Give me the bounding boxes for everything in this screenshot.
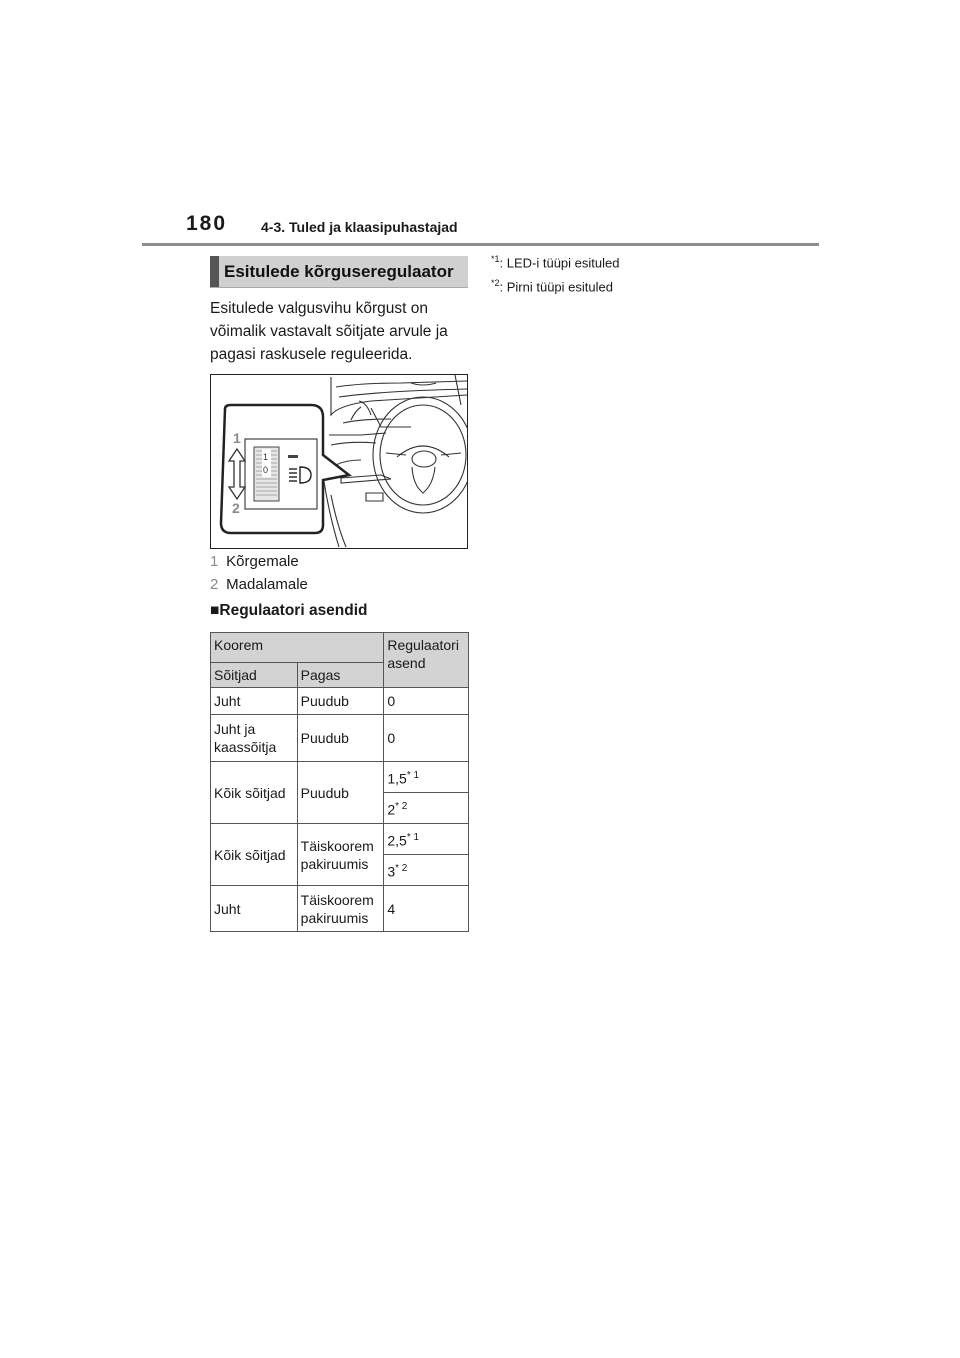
footnote-text: : LED-i tüüpi esituled bbox=[499, 255, 620, 271]
cell-luggage: Täiskoorem pakiruumis bbox=[297, 824, 384, 886]
sub-heading-text: Regulaatori asendid bbox=[219, 602, 368, 619]
table-row bbox=[211, 762, 469, 793]
header-load: Koorem bbox=[211, 633, 384, 663]
cell-position: 2,5$^{* 1}$ bbox=[384, 824, 469, 855]
section-header: 4-3. Tuled ja klaasipuhastajad bbox=[261, 219, 458, 235]
header-luggage: Pagas bbox=[297, 663, 384, 688]
footnote-1 bbox=[491, 254, 619, 270]
headlight-leveling-illustration bbox=[210, 374, 468, 549]
table-row bbox=[211, 824, 469, 855]
positions-table bbox=[210, 632, 469, 932]
cell-occupants: Juht ja kaassõitja bbox=[211, 715, 298, 762]
footnote-text: : Pirni tüüpi esituled bbox=[499, 279, 613, 295]
section-title-rule bbox=[210, 287, 468, 288]
sub-heading bbox=[210, 602, 368, 620]
legend-label: Kõrgemale bbox=[226, 553, 299, 570]
cell-position: 0 bbox=[384, 688, 469, 715]
section-title-accent bbox=[210, 256, 219, 287]
legend-item-higher bbox=[210, 553, 299, 570]
dial-mark-top: 1 bbox=[263, 452, 269, 462]
page-number: 180 bbox=[186, 212, 228, 235]
intro-paragraph: Esitulede valgusvihu kõrgust on võimalik vastavalt sõitjate arvule ja pagasi raskusele reguleerida. bbox=[210, 300, 448, 363]
cell-occupants: Juht bbox=[211, 688, 298, 715]
square-bullet-icon: ■ bbox=[210, 602, 220, 619]
section-title: Esitulede kõrguseregulaator bbox=[224, 262, 454, 281]
header-position: Regulaatori asend bbox=[384, 633, 469, 688]
header-occupants: Sõitjad bbox=[211, 663, 298, 688]
cell-position: 4 bbox=[384, 886, 469, 932]
dial-mark-bottom: 0 bbox=[263, 465, 269, 475]
cell-luggage: Puudub bbox=[297, 688, 384, 715]
legend-number: 2 bbox=[210, 576, 219, 593]
header-divider bbox=[142, 243, 819, 246]
legend-item-lower bbox=[210, 576, 308, 593]
callout-number-down: 2 bbox=[232, 500, 240, 516]
legend-label: Madalamale bbox=[226, 576, 308, 593]
table-row bbox=[211, 886, 469, 932]
cell-occupants: Kõik sõitjad bbox=[211, 762, 298, 824]
cell-position: 1,5$^{* 1}$ bbox=[384, 762, 469, 793]
cell-luggage: Puudub bbox=[297, 762, 384, 824]
footnote-2 bbox=[491, 278, 613, 294]
footnote-mark: *2 bbox=[491, 278, 500, 288]
cell-occupants: Juht bbox=[211, 886, 298, 932]
cell-luggage: Puudub bbox=[297, 715, 384, 762]
callout-number-up: 1 bbox=[233, 430, 241, 446]
table-row bbox=[211, 688, 469, 715]
footnote-mark: *1 bbox=[491, 254, 500, 264]
cell-position: 3$^{* 2}$ bbox=[384, 855, 469, 886]
cell-position: 2$^{* 2}$ bbox=[384, 793, 469, 824]
cell-occupants: Kõik sõitjad bbox=[211, 824, 298, 886]
cell-position: 0 bbox=[384, 715, 469, 762]
cell-luggage: Täiskoorem pakiruumis bbox=[297, 886, 384, 932]
dashboard-drawing bbox=[211, 375, 467, 548]
table-row bbox=[211, 715, 469, 762]
legend-number: 1 bbox=[210, 553, 219, 570]
